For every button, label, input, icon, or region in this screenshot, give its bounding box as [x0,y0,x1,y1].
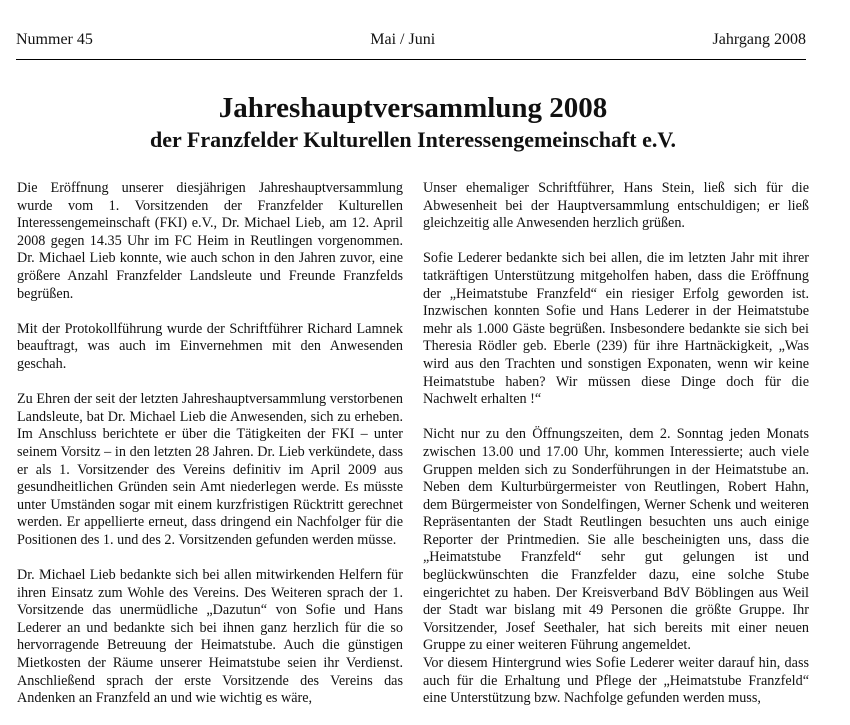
paragraph: Sofie Lederer bedankte sich bei allen, die im letzten Jahr mit ihrer tatkräftigen Unterstützung mitgeholfen haben, dass die Eröffnung der „Heimatstube Franzfeld“ ein riesiger Erfolg geworden ist. Inzwischen konnten Sofie und Hans Lederer in der Heimatstube mehr als 1.000 Gäste begrüßen. Insbesondere bedankte sie sich bei Theresia Rödler geb. Eberle (239) für ihre Hartnäckigkeit, „Was wird aus den Trachten und sonstigen Exponaten, wenn wir keine Heimatstube haben? Wir müssen diese Dinge doch für die Nachwelt erhalten !“ [423,250,809,408]
paragraph: Unser ehemaliger Schriftführer, Hans Stein, ließ sich für die Abwesenheit bei der Hauptversammlung entschuldigen; er ließ gleichzeitig alle Anwesenden herzlich grüßen. [423,180,809,232]
paragraph: Zu Ehren der seit der letzten Jahreshauptversammlung verstorbenen Landsleute, bat Dr. Michael Lieb die Anwesenden, sich zu erheben. Im Anschluss berichtete er über die Tätigkeiten der FKI – unter seinem Vorsitz – in den letzten 28 Jahren. Dr. Lieb verkündete, dass er als 1. Vorsitzender des Vereins definitiv im April 2009 aus gesundheitlichen Gründen sein Amt niederlegen werde. Es müsste unter Umständen sogar mit einem kurzfristigen Rücktritt gerechnet werden. Er appellierte erneut, dass dringend ein Nachfolger für die Positionen des 1. und des 2. Vorsitzenden gefunden werden müsse. [17,391,403,548]
headline-block [0,92,826,154]
issue-header [16,30,806,50]
article-title: Jahreshauptversammlung 2008 [218,92,608,124]
left-column [17,180,403,725]
paragraph: Die Eröffnung unserer diesjährigen Jahreshauptversammlung wurde vom 1. Vorsitzenden der Franzfelder Kulturellen Interessengemeinschaft (FKI) e.V., Dr. Michael Lieb, am 12. April 2008 gegen 14.35 Uhr im FC Heim in Reutlingen vorgenommen. Dr. Michael Lieb konnte, wie auch schon in den Jahren zuvor, eine größere Anzahl Franzfelder Landsleute und Freunde Franzfelds begrüßen. [17,180,403,302]
paragraph: Vor diesem Hintergrund wies Sofie Lederer weiter darauf hin, dass auch für die Erhaltung und Pflege der „Heimatstube Franzfeld“ eine Unterstützung bzw. Nachfolge gefunden werden muss, [423,655,809,707]
right-column [423,180,809,725]
issue-month: Mai / Juni [370,31,436,48]
issue-year: Jahrgang 2008 [712,31,806,48]
paragraph: Dr. Michael Lieb bedankte sich bei allen mitwirkenden Helfern für ihren Einsatz zum Wohle des Vereins. Des Weiteren sprach der 1. Vorsitzende das unermüdliche „Dazutun“ von Sofie und Hans Lederer an und bedankte sich bei ihnen ganz herzlich für die so hervorragende Betreuung der Heimatstube. Auch die günstigen Mietkosten der Räume unserer Heimatstube seien ihr Verdienst. Anschließend sprach der erste Vorsitzende des Vereins das Andenken an Franzfeld an und wie wichtig es wäre, [17,567,403,707]
issue-number: Nummer 45 [16,31,93,48]
paragraph: Nicht nur zu den Öffnungszeiten, dem 2. Sonntag jeden Monats zwischen 13.00 und 17.00 Uhr, kommen Interessierte; auch viele Gruppen melden sich zu Sonderführungen in der Heimatstube an. Neben dem Kulturbürgermeister von Reutlingen, Robert Hahn, dem Bürgermeister von Sondelfingen, Werner Schenk und weiteren Repräsentanten der Stadt Reutlingen besuchten uns auch einige Reporter der Printmedien. Sie alle bescheinigten uns, dass die „Heimatstube Franzfeld“ sehr gut gelungen ist und beglückwünschten die Franzfelder dazu, eine solche Stube eingerichtet zu haben. Der Kreisverband BdV Böblingen aus Weil der Stadt war bislang mit 49 Personen die größte Gruppe. Ihr Vorsitzender, Josef Seethaler, hat sich bereits mit einer neuen Gruppe zu einer weiteren Führung angemeldet. [423,426,809,654]
header-divider [16,59,806,60]
paragraph: Mit der Protokollführung wurde der Schriftführer Richard Lamnek beauftragt, was auch im Einvernehmen mit den Anwesenden geschah. [17,320,403,372]
article-subtitle: der Franzfelder Kulturellen Interessengemeinschaft e.V. [150,127,676,152]
